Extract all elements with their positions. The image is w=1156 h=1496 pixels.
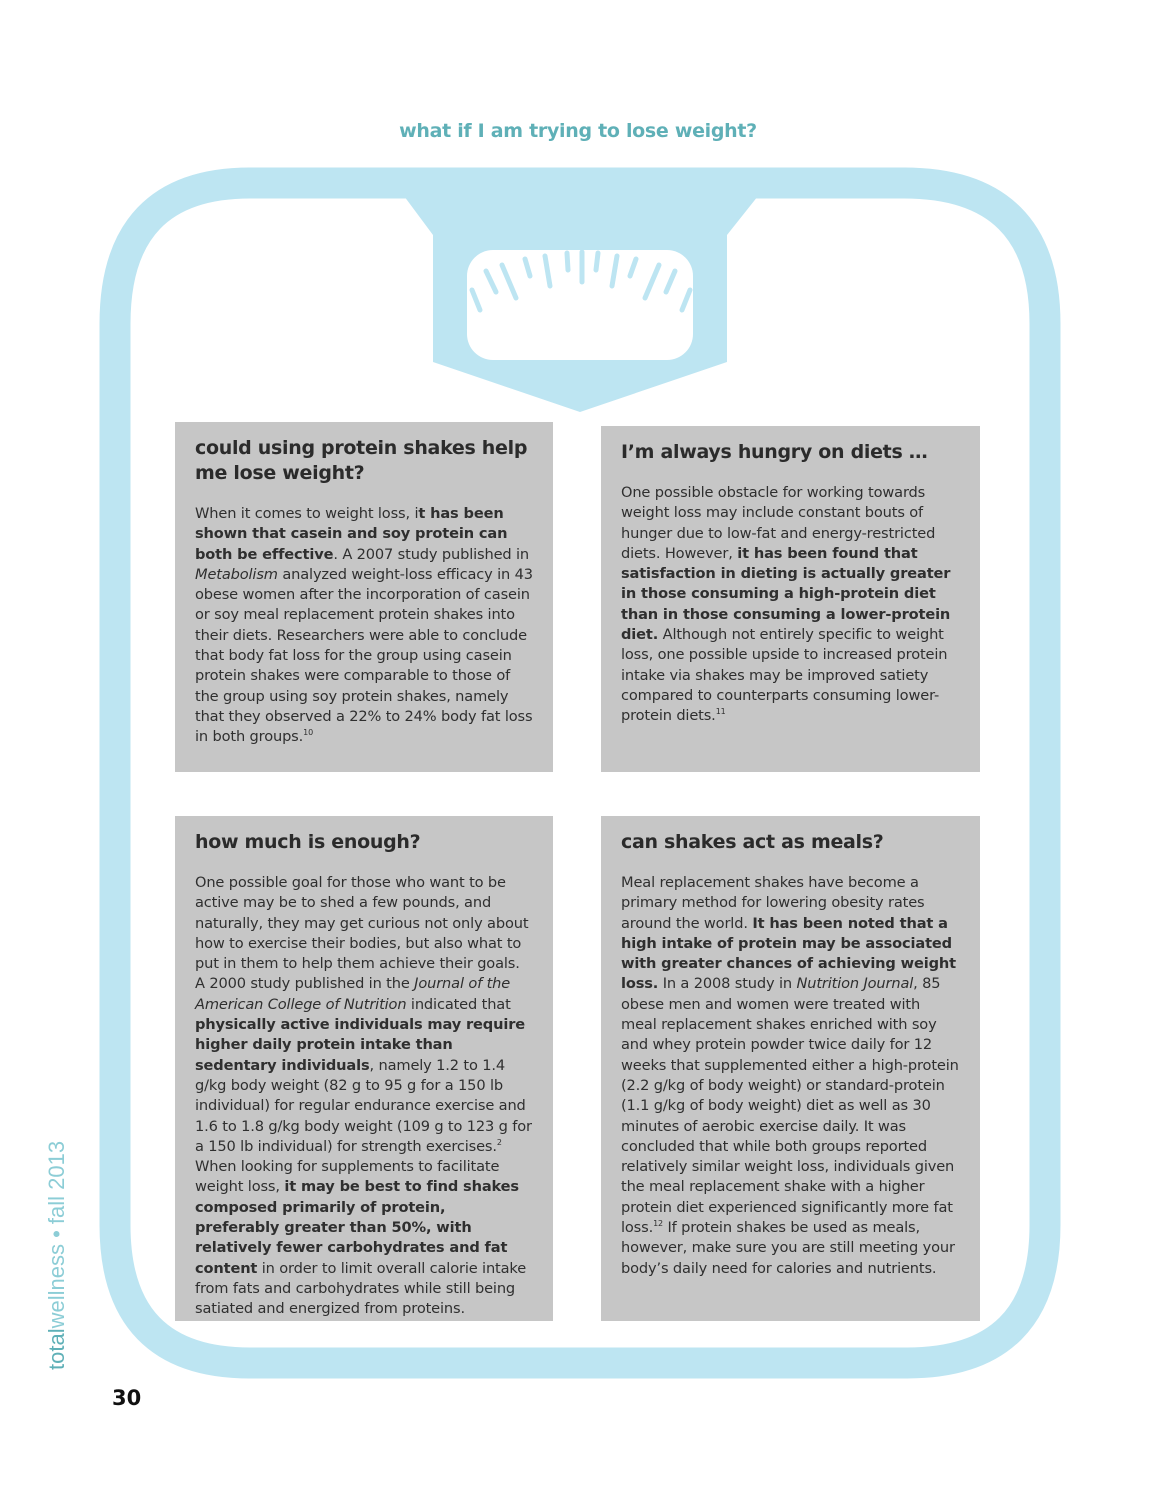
- text-box-protein-shakes: [175, 422, 553, 772]
- folio-issue: fall 2013: [44, 1140, 69, 1225]
- text-run: physically active individuals may require higher daily protein intake than sedentary individuals: [195, 1016, 525, 1074]
- text-run: One possible goal for those who want to be active may be to shed a few pounds, and naturally, they may get curious not only about how to exercise their bodies, but also what to put in them to help them achieve their goals. A 2000 study published in the: [195, 874, 529, 993]
- page-number: 30: [112, 1386, 142, 1410]
- folio-separator: •: [44, 1230, 69, 1238]
- text-run: 11: [715, 707, 726, 717]
- text-run: , namely 1.2 to 1.4 g/kg body weight (82 g to 95 g for a 150 lb individual) for regular endurance exercise and 1.6 to 1.8 g/kg body weight (109 g to 123 g for a 150 lb individual) for strength exercises.: [195, 1056, 532, 1155]
- text-box-how-much: [175, 816, 553, 1321]
- box-title: could using protein shakes help me lose weight?: [195, 437, 528, 484]
- text-run: Meal replacement shakes have become a primary method for lowering obesity rates around the world.: [621, 874, 925, 932]
- text-box-shakes-as-meals: [601, 816, 980, 1321]
- text-run: . A 2007 study published in: [333, 545, 530, 563]
- text-run: in order to limit overall calorie intake from fats and carbohydrates while still being satiated and energized from proteins.: [195, 1259, 527, 1318]
- section-heading: what if I am trying to lose weight?: [399, 120, 757, 142]
- box-title: can shakes act as meals?: [621, 831, 884, 853]
- magazine-folio: [40, 1140, 74, 1370]
- text-run: Metabolism: [195, 565, 278, 583]
- text-run: , 85 obese men and women were treated with meal replacement shakes enriched with soy and whey protein powder twice daily for 12 weeks that supplemented either a high-protein (2.2 g/kg of body weight) or standard-protein (1.1 g/kg of body weight) diet as well as 30 minutes of aerobic exercise daily. It was concluded that while both groups reported relatively similar weight loss, individuals given the meal replacement shake with a higher protein diet experienced significantly more fat loss.: [621, 975, 959, 1237]
- text-run: analyzed weight-loss efficacy in 43 obese women after the incorporation of casein or soy meal replacement protein shakes into their diets. Researchers were able to conclude that body fat loss for the group using casein protein shakes were comparable to those of the group using soy protein shakes, namely that they observed a 22% to 24% body fat loss in both groups.: [195, 565, 533, 746]
- box-body: [195, 504, 533, 748]
- box-body: [621, 483, 960, 727]
- box-body: [621, 873, 960, 1279]
- text-run: it may be best to find shakes composed primarily of protein, preferably greater than 50%, with relatively fewer carbohydrates and fat content: [195, 1178, 519, 1277]
- text-run: 12: [653, 1219, 663, 1229]
- box-title: I’m always hungry on diets …: [621, 441, 928, 463]
- text-run: t has been shown that casein and soy protein can both be effective: [195, 505, 508, 563]
- text-run: It has been noted that a high intake of protein may be associated with greater chances of achieving weight loss.: [621, 914, 956, 993]
- text-run: indicated that: [406, 995, 511, 1013]
- text-run: If protein shakes be used as meals, however, make sure you are still meeting your body’s daily need for calories and nutrients.: [621, 1219, 955, 1277]
- box-title: how much is enough?: [195, 831, 421, 853]
- text-run: When looking for supplements to facilitate weight loss,: [195, 1158, 500, 1196]
- text-run: Nutrition Journal: [796, 975, 914, 993]
- text-run: One possible obstacle for working towards weight loss may include constant bouts of hunger due to low-fat and energy-restricted diets. However,: [621, 484, 936, 562]
- text-run: In a 2008 study in: [658, 975, 797, 993]
- text-run: Journal of the American College of Nutrition: [195, 975, 511, 1013]
- text-run: it has been found that satisfaction in dieting is actually greater in those consuming a high-protein diet than in those consuming a lower-protein diet.: [621, 544, 951, 644]
- folio-brand-total: total: [44, 1328, 69, 1370]
- folio-brand-wellness: wellness: [44, 1244, 69, 1329]
- box-body: [195, 873, 533, 1320]
- text-box-always-hungry: [601, 426, 980, 772]
- text-run: 2: [496, 1138, 502, 1147]
- text-run: When it comes to weight loss, i: [195, 505, 419, 522]
- text-run: Although not entirely specific to weight loss, one possible upside to increased protein intake via shakes may be improved satiety compared to counterparts consuming lower-protein diets.: [621, 626, 948, 725]
- text-run: 10: [303, 728, 314, 738]
